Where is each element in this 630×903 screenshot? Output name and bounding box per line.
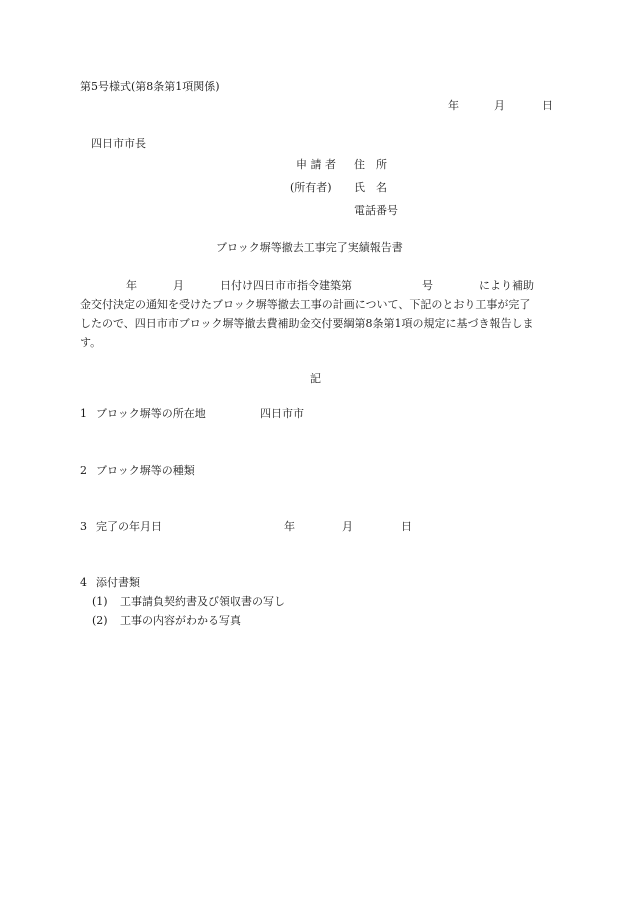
body-tail1: により補助 — [479, 279, 534, 292]
date-day-label: 日 — [542, 99, 553, 112]
attachment-2-text: 工事の内容がわかる写真 — [120, 614, 241, 627]
body-month: 月 — [173, 279, 184, 292]
applicant-role-label: 申 請 者 — [296, 158, 336, 171]
item-2-num: 2 — [80, 464, 87, 477]
item-4-label: 添付書類 — [96, 576, 140, 589]
item-2-label: ブロック塀等の種類 — [96, 464, 195, 477]
item-3-day: 日 — [401, 520, 412, 533]
body-year: 年 — [126, 279, 137, 292]
body-line-1 — [80, 276, 550, 295]
item-3-month: 月 — [342, 520, 353, 533]
body-issued: 日付け四日市市指令建築第 — [220, 279, 352, 292]
item-1-label: ブロック塀等の所在地 — [96, 407, 206, 420]
item-3-label: 完了の年月日 — [96, 520, 162, 533]
owner-label: (所有者) — [290, 181, 332, 194]
ki-heading: 記 — [310, 372, 321, 385]
addressee: 四日市市長 — [91, 137, 146, 150]
phone-label: 電話番号 — [354, 204, 398, 217]
name-label: 氏 名 — [354, 181, 387, 194]
report-body — [80, 276, 550, 352]
item-1-value: 四日市市 — [260, 407, 304, 420]
body-number: 号 — [422, 279, 433, 292]
item-4-num: 4 — [80, 576, 87, 589]
item-3-num: 3 — [80, 520, 87, 533]
form-number: 第5号様式(第8条第1項関係) — [80, 80, 220, 93]
attachment-1-text: 工事請負契約書及び領収書の写し — [120, 595, 285, 608]
date-year-label: 年 — [448, 99, 459, 112]
body-line-3: したので、四日市市ブロック塀等撤去費補助金交付要綱第8条第1項の規定に基づき報告しま — [80, 317, 534, 330]
document-title: ブロック塀等撤去工事完了実績報告書 — [216, 241, 403, 254]
date-month-label: 月 — [494, 99, 505, 112]
attachment-2-num: (2) — [92, 614, 108, 627]
attachment-1-num: (1) — [92, 595, 108, 608]
item-1-num: 1 — [80, 407, 87, 420]
address-label: 住 所 — [354, 158, 387, 171]
body-line-4: す。 — [80, 336, 102, 349]
item-3-year: 年 — [284, 520, 295, 533]
body-line-2: 金交付決定の通知を受けたブロック塀等撤去工事の計画について、下記のとおり工事が完了 — [80, 298, 531, 311]
